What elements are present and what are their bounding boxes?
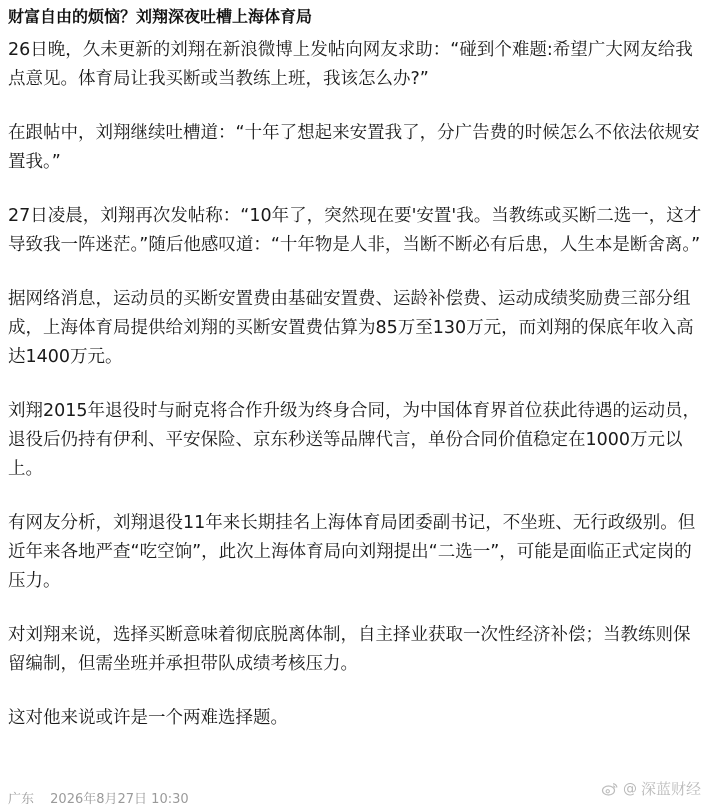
- post-meta: [8, 788, 201, 807]
- article-paragraph: 据网络消息，运动员的买断安置费由基础安置费、运龄补偿费、运动成绩奖励费三部分组成，上海体育局提供给刘翔的买断安置费估算为85万至130万元，而刘翔的保底年收入高达1400万元。: [8, 289, 694, 367]
- article-paragraph: 这对他来说或许是一个两难选择题。: [8, 708, 288, 728]
- watermark-name: 深蓝财经: [640, 780, 701, 798]
- article-paragraph: 对刘翔来说，选择买断意味着彻底脱离体制，自主择业获取一次性经济补偿；当教练则保留编制，但需坐班并承担带队成绩考核压力。: [8, 625, 691, 674]
- article: [8, 4, 705, 758]
- article-footer: [8, 782, 705, 806]
- post-datetime: 2026年8月27日 10:30: [50, 792, 189, 807]
- watermark: [601, 778, 701, 799]
- article-paragraph: 有网友分析，刘翔退役11年来长期挂名上海体育局团委副书记，不坐班、无行政级别。但近年来各地严查“吃空饷”，此次上海体育局向刘翔提出“二选一”，可能是面临正式定岗的压力。: [8, 513, 696, 591]
- post-location: 广东: [8, 792, 35, 807]
- article-paragraph: 刘翔2015年退役时与耐克将合作升级为终身合同，为中国体育界首位获此待遇的运动员，退役后仍持有伊利、平安保险、京东秒送等品牌代言，单份合同价值稳定在1000万元以上。: [8, 401, 701, 479]
- weibo-icon: [601, 780, 619, 798]
- article-paragraph: 在跟帖中，刘翔继续吐槽道：“十年了想起来安置我了，分广告费的时候怎么不依法依规安置我。”: [8, 123, 700, 172]
- article-paragraph: 27日凌晨，刘翔再次发帖称：“10年了，突然现在要'安置'我。当教练或买断二选一，这才导致我一阵迷茫。”随后他感叹道：“十年物是人非，当断不断必有后患，人生本是断舍离。”: [8, 206, 702, 255]
- article-paragraph: 26日晚，久未更新的刘翔在新浪微博上发帖向网友求助：“碰到个难题:希望广大网友给我点意见。体育局让我买断或当教练上班，我该怎么办?”: [8, 40, 693, 89]
- at-sign: @: [622, 780, 637, 797]
- article-title: 财富自由的烦恼？刘翔深夜吐槽上海体育局: [8, 7, 313, 26]
